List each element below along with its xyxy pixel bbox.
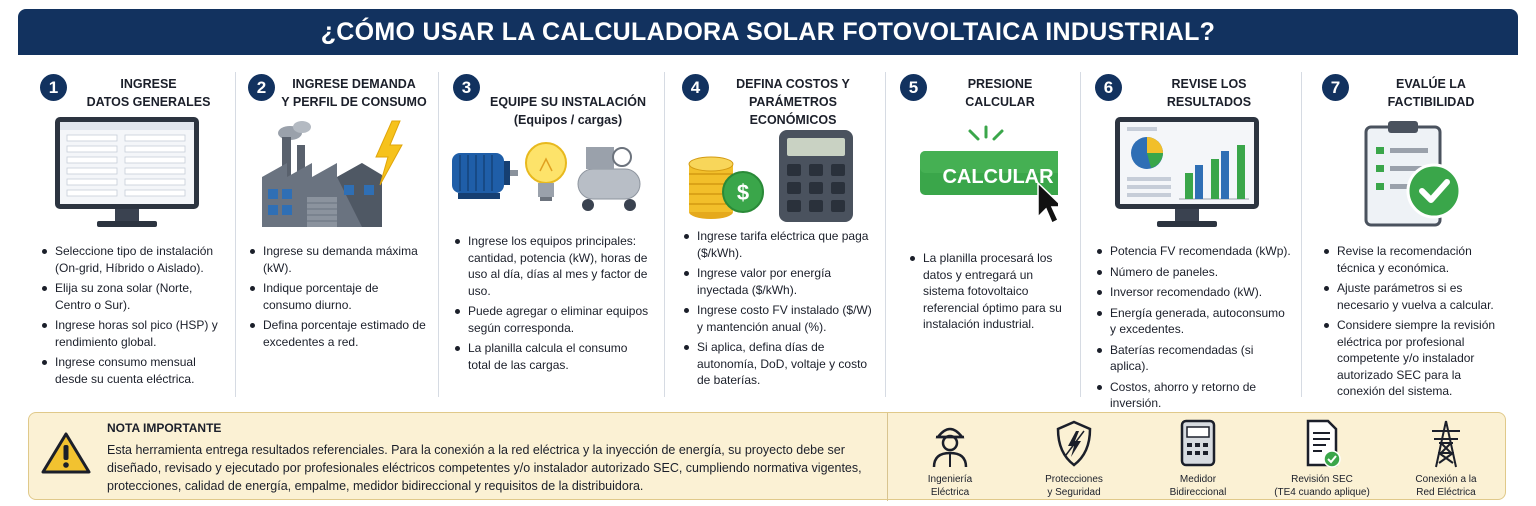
step-number: 2: [248, 74, 275, 101]
step-number: 3: [453, 74, 480, 101]
step-1: [18, 60, 235, 402]
step-number: 1: [40, 74, 67, 101]
list-item: Puede agregar o eliminar equipos según corresponda.: [453, 303, 653, 336]
note-text: Esta herramienta entrega resultados referenciales. Para la conexión a la red eléctrica y la inyección de energía, su proyecto debe ser diseñado, revisado y ejecutado por profesionales eléctricos competentes y/o instalador autorizado SEC, cumpliendo normativa vigentes, protecciones, calidad de energía, empalme, medidor bidireccional y requisitos de la distribuidora.: [107, 443, 862, 493]
step-6: [1073, 60, 1301, 410]
coins-icon: [689, 157, 763, 219]
step-number: 6: [1095, 74, 1122, 101]
note-icon-label: Conexión a la Red Eléctrica: [1415, 474, 1477, 498]
page-header: [18, 9, 1518, 55]
transmission-tower-icon: [1426, 419, 1466, 469]
step-number: 7: [1322, 74, 1349, 101]
steps-row: [18, 60, 1518, 410]
calcular-button[interactable]: CALCULAR: [942, 166, 1054, 188]
list-item: Considere siempre la revisión eléctrica por profesional competente y/o instalador autorizado SEC para la conexión del sistema.: [1322, 317, 1510, 400]
list-item: Potencia FV recomendada (kWp).: [1095, 243, 1293, 260]
list-item: Ingrese costo FV instalado ($/W) y mantención anual (%).: [682, 302, 874, 335]
list-item: Ingrese los equipos principales: cantidad, potencia (kW), horas de uso al día, días al mes y factor de uso.: [453, 233, 653, 299]
list-item: Ingrese valor por energía inyectada ($/kWh).: [682, 265, 874, 298]
clipboard-check-icon: [1300, 118, 1518, 230]
list-item: Indique porcentaje de consumo diurno.: [248, 280, 430, 313]
step-7: [1300, 60, 1518, 402]
calculator-icon: [779, 130, 853, 222]
svg-text:$: $: [736, 180, 750, 205]
list-item: La planilla calcula el consumo total de las cargas.: [453, 340, 653, 373]
shield-bolt-icon: [1054, 419, 1094, 469]
step-4-bullets: [682, 228, 874, 393]
list-item: Costos, ahorro y retorno de inversión.: [1095, 379, 1293, 412]
step-2: [226, 60, 438, 402]
list-item: Elija su zona solar (Norte, Centro o Sur).: [40, 280, 227, 313]
warning-icon: [41, 431, 91, 480]
list-item: La planilla procesará los datos y entregará un sistema fotovoltaico referencial óptimo para su instalación industrial.: [908, 250, 1070, 333]
note-title: NOTA IMPORTANTE: [107, 421, 222, 435]
note-icon-item: [1012, 413, 1136, 501]
lightbulb-icon: [526, 143, 566, 201]
list-item: Baterías recomendadas (si aplica).: [1095, 342, 1293, 375]
note-icon-label: Medidor Bidireccional: [1169, 474, 1227, 498]
note-icon-item: [888, 413, 1012, 501]
note-icons: [887, 413, 1507, 501]
engineer-icon: [930, 419, 970, 469]
step-title-main: EQUIPE SU INSTALACIÓN: [489, 95, 647, 109]
results-monitor-icon: [1073, 118, 1301, 230]
step-6-bullets: [1095, 243, 1293, 416]
step-title: EVALÚE LA FACTIBILIDAD: [1387, 77, 1475, 109]
list-item: Seleccione tipo de instalación (On-grid, Híbrido o Aislado).: [40, 243, 227, 276]
important-note: [28, 412, 1506, 500]
list-item: Inversor recomendado (kW).: [1095, 284, 1293, 301]
note-icon-label: Protecciones y Seguridad: [1045, 474, 1103, 498]
coins-calculator-icon: [660, 118, 882, 230]
equipment-icons: [431, 118, 661, 230]
step-3: [431, 60, 661, 402]
list-item: Revise la recomendación técnica y económica.: [1322, 243, 1510, 276]
step-3-bullets: [453, 233, 653, 377]
note-icon-item: [1260, 413, 1384, 501]
step-number: 5: [900, 74, 927, 101]
note-icon-label: Ingeniería Eléctrica: [927, 474, 973, 498]
motor-icon: [452, 153, 518, 199]
meter-icon: [1178, 419, 1218, 469]
step-7-bullets: [1322, 243, 1510, 404]
list-item: Ajuste parámetros si es necesario y vuelva a calcular.: [1322, 280, 1510, 313]
list-item: Ingrese tarifa eléctrica que paga ($/kWh).: [682, 228, 874, 261]
list-item: Ingrese su demanda máxima (kW).: [248, 243, 430, 276]
compressor-icon: [578, 147, 640, 211]
note-icon-item: [1384, 413, 1508, 501]
step-1-bullets: [40, 243, 227, 391]
step-title: INGRESE DEMANDA Y PERFIL DE CONSUMO: [281, 77, 427, 109]
step-title: REVISE LOS RESULTADOS: [1166, 77, 1252, 109]
list-item: Si aplica, defina días de autonomía, DoD, voltaje y costo de baterías.: [682, 339, 874, 389]
step-5-bullets: [908, 250, 1070, 337]
page-title: ¿CÓMO USAR LA CALCULADORA SOLAR FOTOVOLTAICA INDUSTRIAL?: [320, 17, 1216, 46]
step-4: [660, 60, 882, 402]
step-title: INGRESE DATOS GENERALES: [86, 77, 211, 109]
monitor-form-icon: [18, 118, 235, 230]
list-item: Número de paneles.: [1095, 264, 1293, 281]
step-subtitle: (Equipos / cargas): [513, 113, 623, 127]
step-title: DEFINA COSTOS Y PARÁMETROS ECONÓMICOS: [736, 77, 850, 127]
step-title: PRESIONE CALCULAR: [965, 77, 1035, 109]
step-2-bullets: [248, 243, 430, 354]
list-item: Defina porcentaje estimado de excedentes a red.: [248, 317, 430, 350]
step-5: [878, 60, 1078, 402]
note-icon-label: Revisión SEC (TE4 cuando aplique): [1274, 474, 1370, 498]
list-item: Ingrese consumo mensual desde su cuenta eléctrica.: [40, 354, 227, 387]
list-item: Ingrese horas sol pico (HSP) y rendimiento global.: [40, 317, 227, 350]
step-number: 4: [682, 74, 709, 101]
list-item: Energía generada, autoconsumo y excedentes.: [1095, 305, 1293, 338]
factory-icon: [226, 118, 438, 230]
document-check-icon: [1302, 419, 1342, 469]
note-icon-item: [1136, 413, 1260, 501]
